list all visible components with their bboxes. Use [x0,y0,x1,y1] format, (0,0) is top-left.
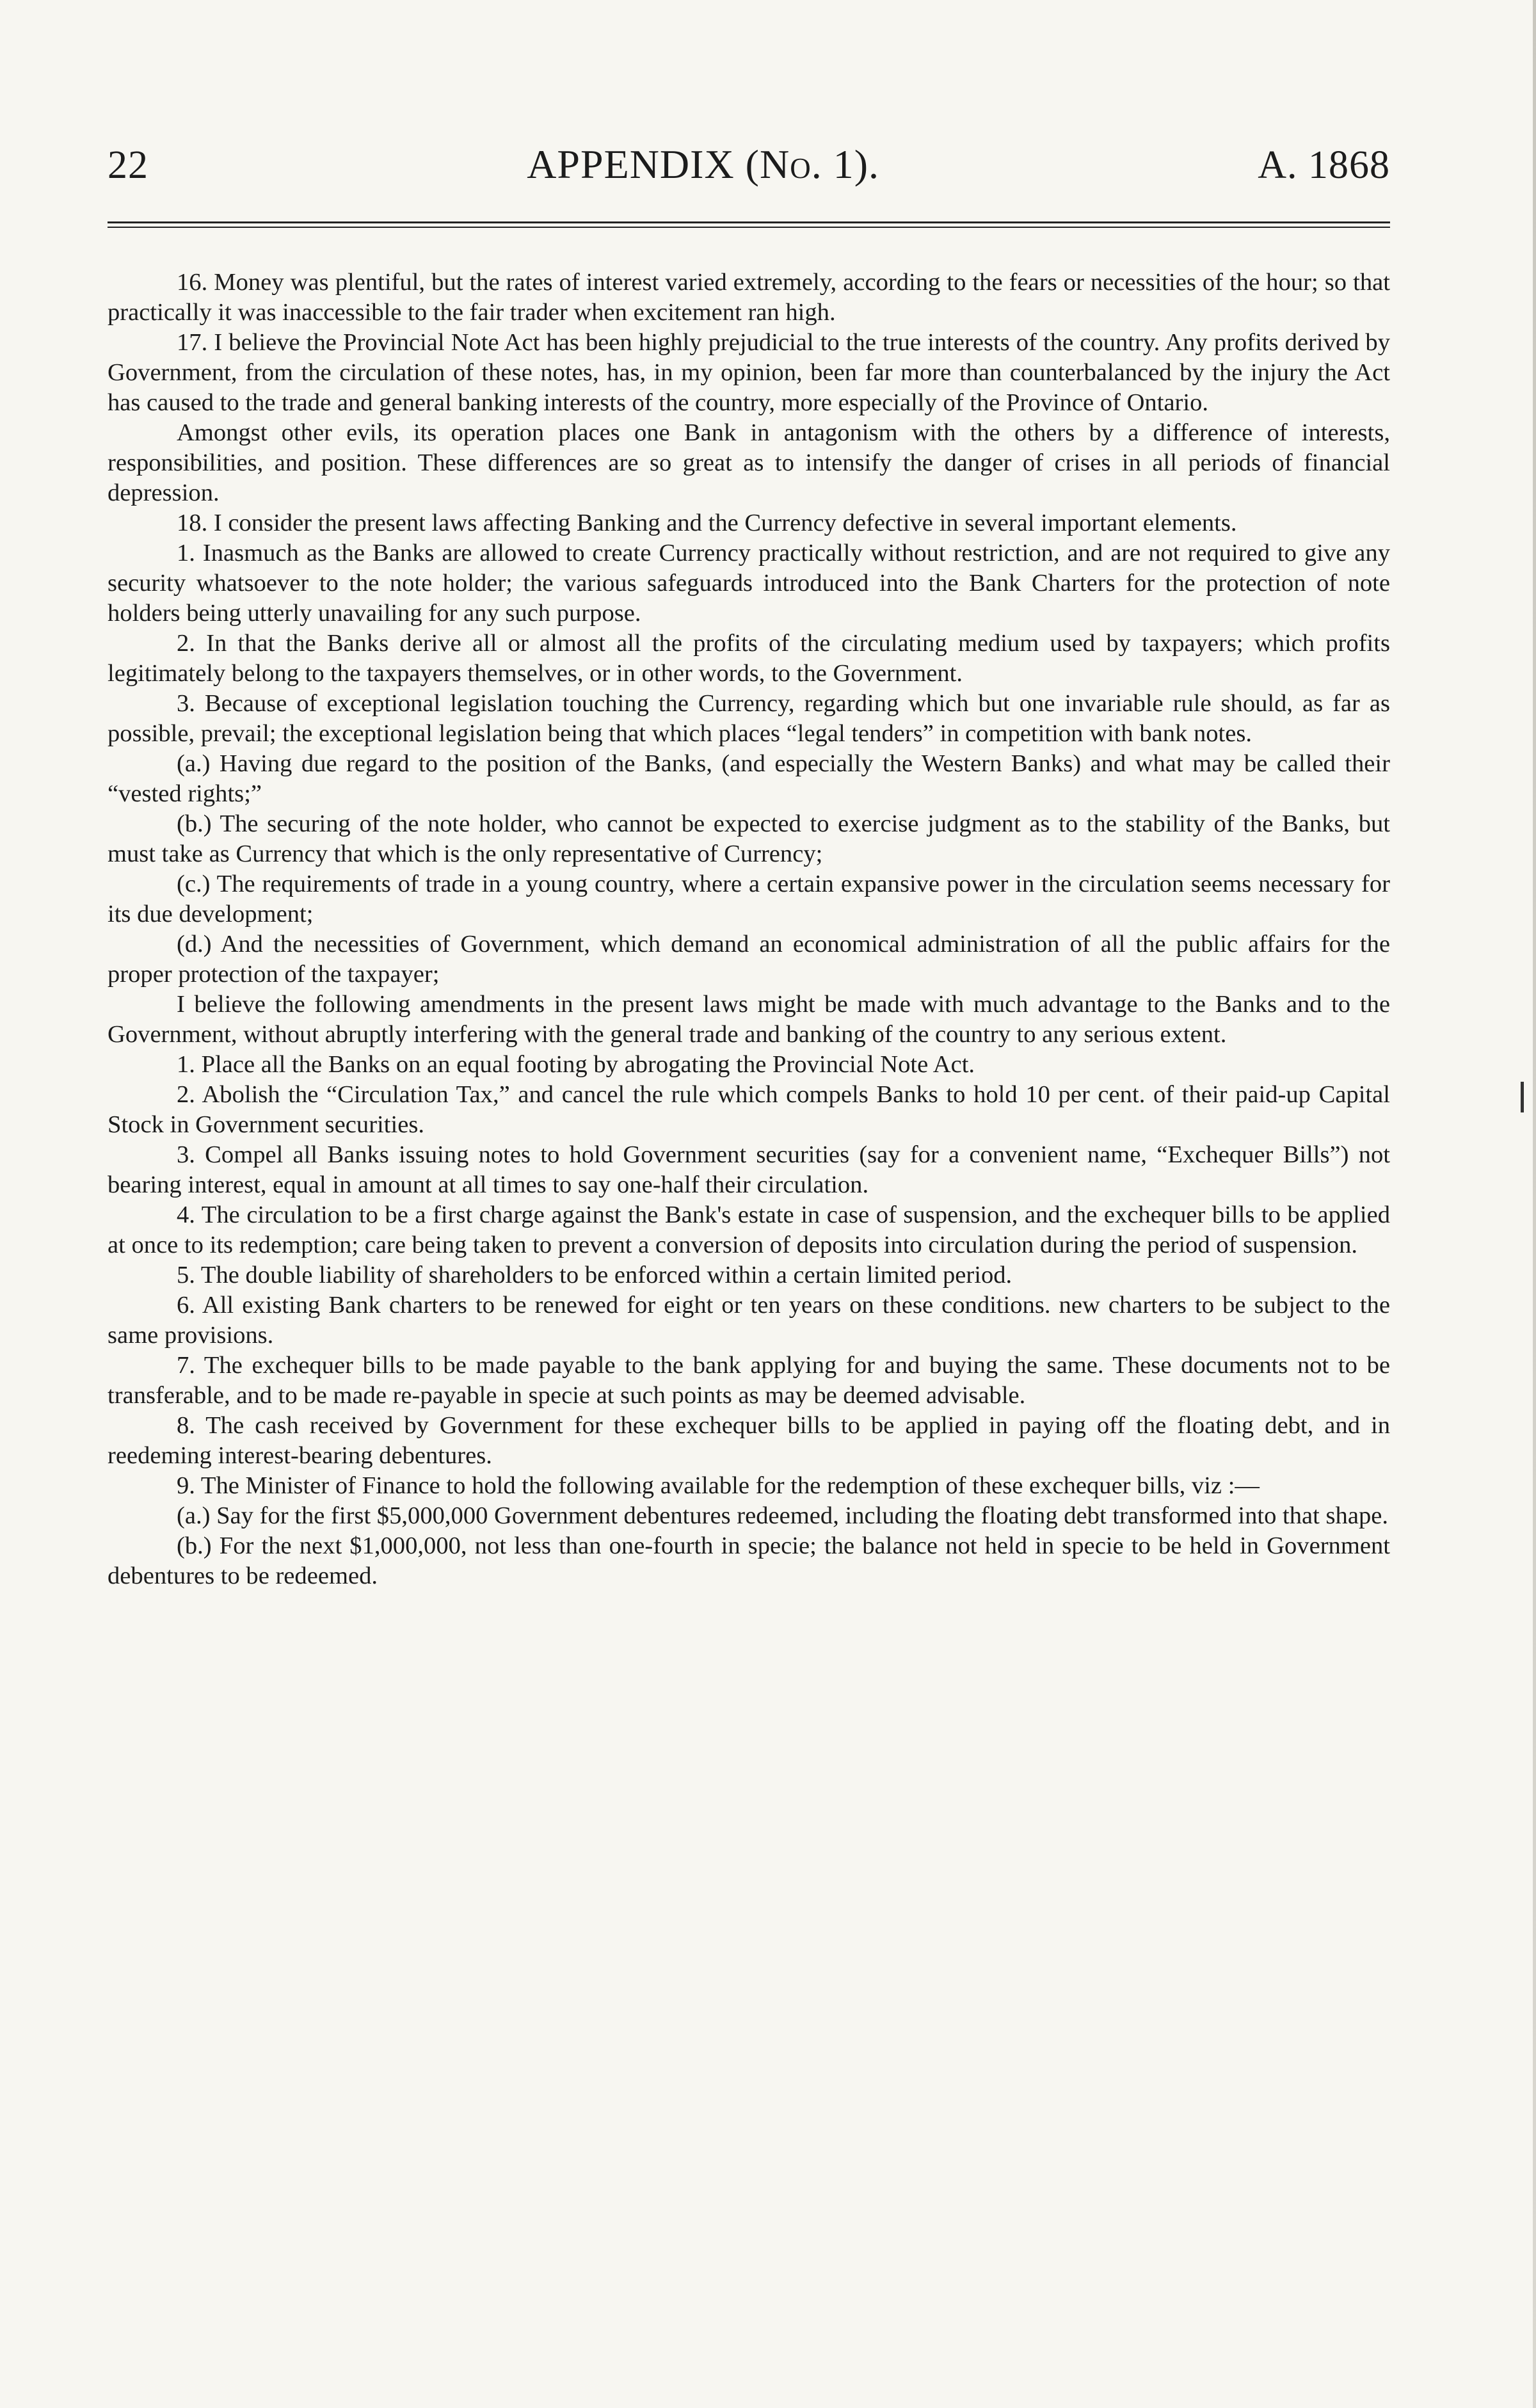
amendment-9-b: (b.) For the next $1,000,000, not less than one-fourth in specie; the balance not held in specie to be held in Government debentures to be redeemed. [108,1532,1390,1589]
header-rule [108,221,1390,228]
paragraph-16: 16. Money was plentiful, but the rates of interest varied extremely, according to the fears or necessities of the hour; so that practically it was inaccessible to the fair trader when excitement ran high. [108,269,1390,326]
paragraph-18: 18. I consider the present laws affecting Banking and the Currency defective in several important elements. [177,510,1237,536]
year-label: A. 1868 [1258,143,1390,187]
paragraph-d: (d.) And the necessities of Government, which demand an economical administration of all the public affairs for the proper protection of the taxpayer; [108,931,1390,988]
paragraph-evils: Amongst other evils, its operation places one Bank in antagonism with the others by a difference of interests, responsibilities, and position. These differences are so great as to intensify the danger of crises in all periods of financial depression. [108,419,1390,506]
paragraph-a: (a.) Having due regard to the position of the Banks, (and especially the Western Banks) and what may be called their “vested rights;” [108,750,1390,807]
amendment-5: 5. The double liability of shareholders to be enforced within a certain limited period. [177,1262,1012,1288]
amendment-7: 7. The exchequer bills to be made payable to the bank applying for and buying the same. These documents not to be transferable, and to be made re-payable in specie at such points as may be deemed advisable. [108,1352,1390,1409]
paragraph-18-3: 3. Because of exceptional legislation touching the Currency, regarding which but one invariable rule should, as far as possible, prevail; the exceptional legislation being that which places “legal tenders” in competition with bank notes. [108,690,1390,747]
amendment-6: 6. All existing Bank charters to be renewed for eight or ten years on these conditions. new charters to be subject to the same provisions. [108,1292,1390,1349]
page-number: 22 [108,143,148,187]
paragraph-c: (c.) The requirements of trade in a young country, where a certain expansive power in the circulation seems necessary for its due development; [108,871,1390,927]
paragraph-17: 17. I believe the Provincial Note Act has been highly prejudicial to the true interests of the country. Any profits derived by Government, from the circulation of these notes, has, in my opinion, been far more than counterbalanced by the injury the Act has caused to the trade and general banking interests of the country, more especially of the Province of Ontario. [108,329,1390,416]
margin-mark [1521,1082,1524,1112]
page-header [108,141,1390,196]
paragraph-18-1: 1. Inasmuch as the Banks are allowed to create Currency practically without restriction, and are not required to give any security whatsoever to the note holder; the various safeguards introduced into the Bank Charters for the protection of note holders being utterly unavailing for any such purpose. [108,540,1390,627]
amendment-9-a: (a.) Say for the first $5,000,000 Government debentures redeemed, including the floating debt transformed into that shape. [177,1502,1389,1529]
paragraph-b: (b.) The securing of the note holder, who cannot be expected to exercise judgment as to the stability of the Banks, but must take as Currency that which is the only representative of Currency; [108,810,1390,867]
page-edge [1533,0,1536,2408]
amendment-8: 8. The cash received by Government for these exchequer bills to be applied in paying off the floating debt, and in reedeming interest-bearing debentures. [108,1412,1390,1469]
page-title: APPENDIX (No. 1). [527,141,880,187]
amendment-9: 9. The Minister of Finance to hold the following available for the redemption of these exchequer bills, viz :— [177,1472,1260,1499]
paragraph-18-2: 2. In that the Banks derive all or almost all the profits of the circulating medium used by taxpayers; which profits legitimately belong to the taxpayers themselves, or in other words, to the Government. [108,630,1390,687]
document-body [108,268,1390,1591]
amendment-3: 3. Compel all Banks issuing notes to hold Government securities (say for a convenient name, “Exchequer Bills”) not bearing interest, equal in amount at all times to say one-half their circulation. [108,1141,1390,1198]
amendment-2: 2. Abolish the “Circulation Tax,” and cancel the rule which compels Banks to hold 10 per cent. of their paid-up Capital Stock in Government securities. [108,1081,1390,1138]
paragraph-amendments: I believe the following amendments in the present laws might be made with much advantage to the Banks and to the Government, without abruptly interfering with the general trade and banking of the country to any serious extent. [108,991,1390,1048]
document-page [108,141,1390,1591]
amendment-1: 1. Place all the Banks on an equal footing by abrogating the Provincial Note Act. [177,1051,975,1078]
amendment-4: 4. The circulation to be a first charge against the Bank's estate in case of suspension, and the exchequer bills to be applied at once to its redemption; care being taken to prevent a conversion of deposits into circulation during the period of suspension. [108,1201,1390,1258]
